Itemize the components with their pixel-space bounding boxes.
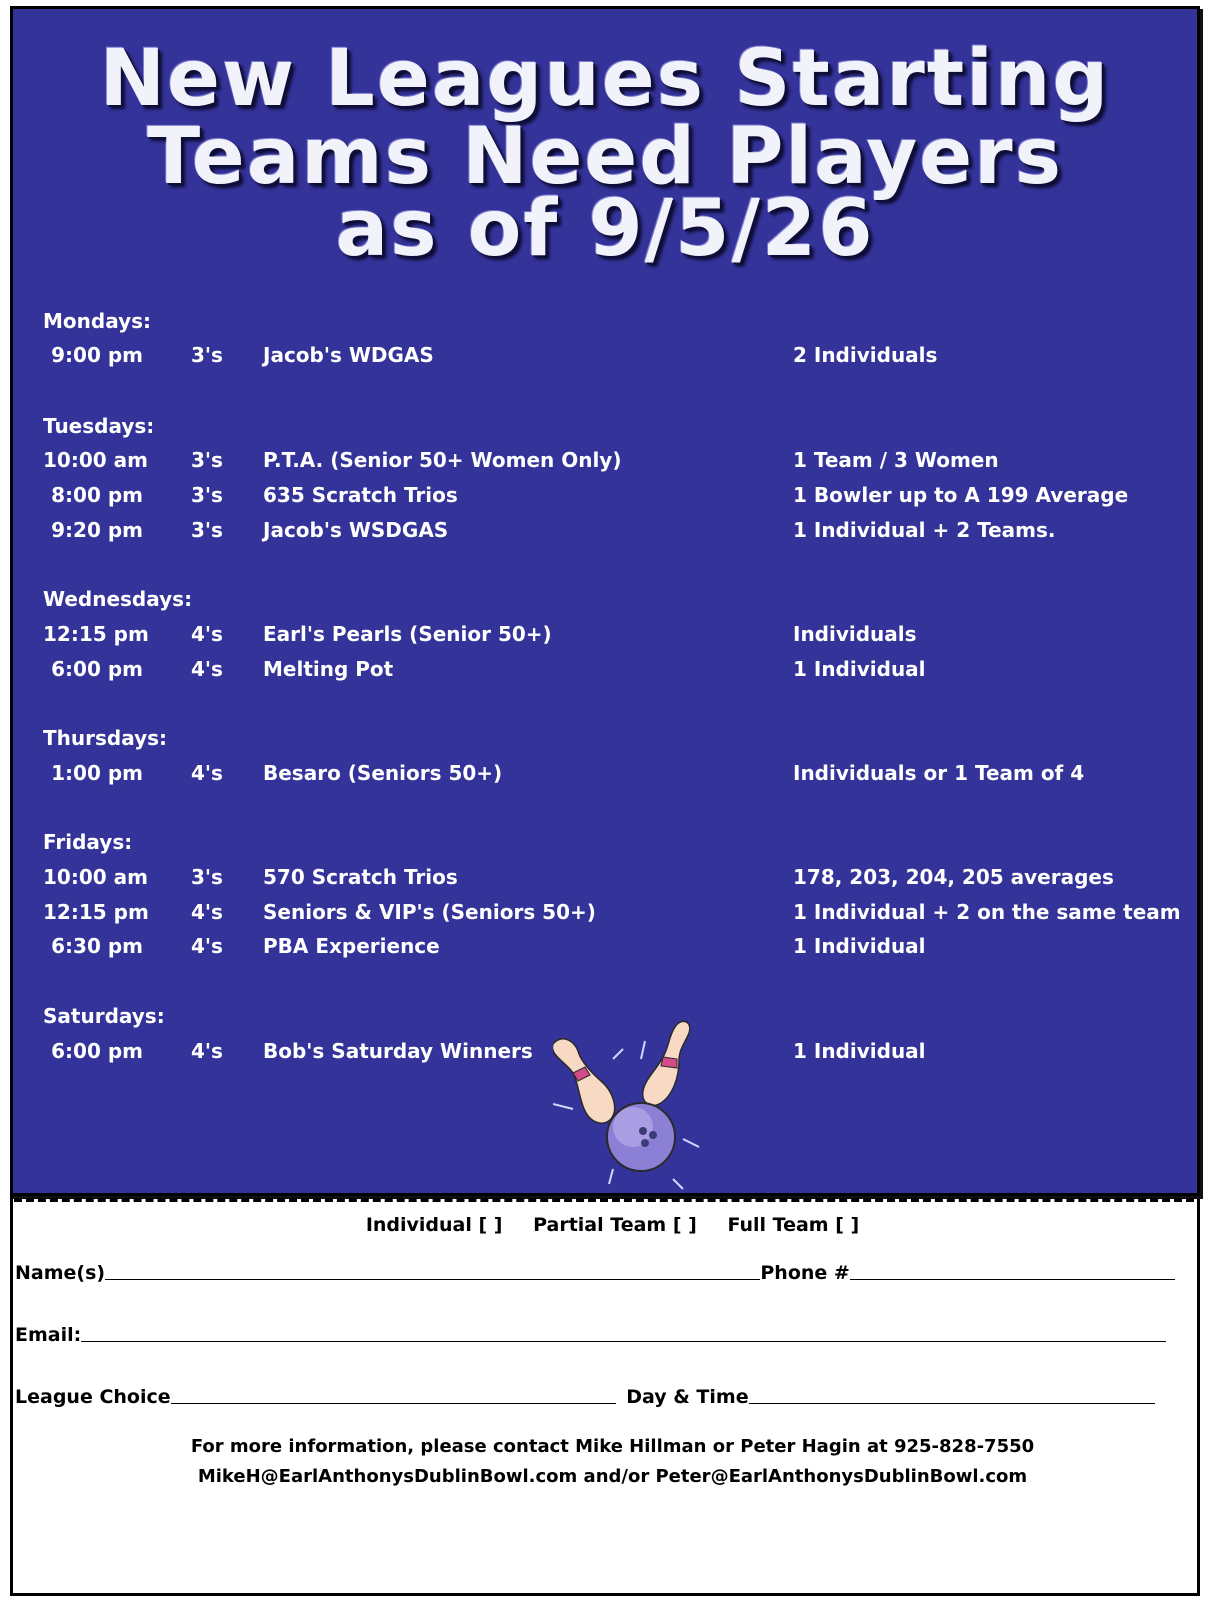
league-name: Jacob's WSDGAS — [263, 518, 449, 542]
league-time: 6:00 pm — [51, 657, 143, 681]
league-name: P.T.A. (Senior 50+ Women Only) — [263, 448, 622, 472]
day-time-label: Day & Time — [626, 1386, 749, 1408]
league-row — [13, 518, 1197, 548]
league-needs: Individuals — [793, 622, 917, 646]
name-phone-row — [15, 1254, 1175, 1284]
phone-label: Phone # — [760, 1262, 850, 1284]
league-format: 4's — [191, 657, 223, 681]
right-pin-icon — [643, 1021, 690, 1105]
league-time: 1:00 pm — [51, 761, 143, 785]
names-label: Name(s) — [15, 1262, 106, 1284]
email-label: Email: — [15, 1324, 82, 1346]
league-format: 4's — [191, 1039, 223, 1063]
league-row — [13, 657, 1197, 687]
league-format: 4's — [191, 622, 223, 646]
league-format: 4's — [191, 934, 223, 958]
phone-field[interactable] — [850, 1278, 1175, 1280]
title-line-1: New Leagues Starting — [99, 34, 1111, 124]
contact-line-1: For more information, please contact Mike Hillman or Peter Hagin at 925-828-7550 — [190, 1436, 1035, 1457]
day-heading-wednesday: Wednesdays: — [43, 587, 193, 611]
league-name: Seniors & VIP's (Seniors 50+) — [263, 900, 596, 924]
league-format: 4's — [191, 900, 223, 924]
league-choice-field[interactable] — [171, 1402, 617, 1404]
bowling-pins-icon — [553, 1019, 703, 1199]
league-format: 4's — [191, 761, 223, 785]
league-name: PBA Experience — [263, 934, 440, 958]
league-name: 635 Scratch Trios — [263, 483, 458, 507]
league-time: 10:00 am — [43, 865, 148, 889]
league-name: Melting Pot — [263, 657, 394, 681]
league-time: 12:15 pm — [43, 900, 149, 924]
full-team-checkbox[interactable]: Full Team [ ] — [727, 1214, 860, 1236]
league-needs: 1 Team / 3 Women — [793, 448, 999, 472]
league-format: 3's — [191, 483, 223, 507]
league-choice-row — [15, 1378, 1155, 1408]
league-format: 3's — [191, 518, 223, 542]
league-needs: 178, 203, 204, 205 averages — [793, 865, 1114, 889]
day-heading-monday: Mondays: — [43, 309, 152, 333]
league-format: 3's — [191, 448, 223, 472]
day-heading-saturday: Saturdays: — [43, 1004, 165, 1028]
league-name: Besaro (Seniors 50+) — [263, 761, 503, 785]
league-needs: Individuals or 1 Team of 4 — [793, 761, 1085, 785]
names-field[interactable] — [105, 1278, 760, 1280]
league-needs: 1 Individual — [793, 1039, 926, 1063]
league-row — [13, 761, 1197, 791]
league-row — [13, 900, 1197, 930]
league-needs: 1 Individual + 2 on the same team — [793, 900, 1181, 924]
day-heading-tuesday: Tuesdays: — [43, 414, 155, 438]
league-row — [13, 622, 1197, 652]
league-needs: 2 Individuals — [793, 343, 938, 367]
league-row — [13, 448, 1197, 478]
league-time: 10:00 am — [43, 448, 148, 472]
league-format: 3's — [191, 865, 223, 889]
day-heading-thursday: Thursdays: — [43, 726, 168, 750]
league-row — [13, 865, 1197, 895]
individual-checkbox[interactable]: Individual [ ] — [365, 1214, 503, 1236]
cut-line — [14, 1198, 1194, 1202]
league-time: 9:20 pm — [51, 518, 143, 542]
title-line-2: Teams Need Players — [146, 112, 1064, 202]
league-row — [13, 483, 1197, 513]
league-time: 9:00 pm — [51, 343, 143, 367]
email-field[interactable] — [81, 1340, 1166, 1342]
email-row — [15, 1316, 1175, 1346]
league-time: 6:30 pm — [51, 934, 143, 958]
league-listing-panel — [10, 6, 1200, 1196]
team-type-options — [0, 1214, 1225, 1236]
day-heading-friday: Fridays: — [43, 830, 133, 854]
title-line-3: as of 9/5/26 — [335, 184, 875, 274]
league-name: Earl's Pearls (Senior 50+) — [263, 622, 552, 646]
league-choice-label: League Choice — [15, 1386, 171, 1408]
league-needs: 1 Individual — [793, 657, 926, 681]
league-row — [13, 934, 1197, 964]
day-time-field[interactable] — [749, 1402, 1155, 1404]
league-row — [13, 343, 1197, 373]
league-format: 3's — [191, 343, 223, 367]
league-needs: 1 Individual — [793, 934, 926, 958]
league-name: Bob's Saturday Winners — [263, 1039, 533, 1063]
partial-team-checkbox[interactable]: Partial Team [ ] — [533, 1214, 697, 1236]
bowling-ball-icon — [607, 1103, 675, 1171]
league-time: 6:00 pm — [51, 1039, 143, 1063]
contact-line-2: MikeH@EarlAnthonysDublinBowl.com and/or Peter@EarlAnthonysDublinBowl.com — [197, 1466, 1028, 1487]
league-needs: 1 Bowler up to A 199 Average — [793, 483, 1129, 507]
league-time: 8:00 pm — [51, 483, 143, 507]
league-time: 12:15 pm — [43, 622, 149, 646]
league-needs: 1 Individual + 2 Teams. — [793, 518, 1056, 542]
left-pin-icon — [553, 1039, 615, 1123]
league-name: 570 Scratch Trios — [263, 865, 458, 889]
league-name: Jacob's WDGAS — [263, 343, 434, 367]
